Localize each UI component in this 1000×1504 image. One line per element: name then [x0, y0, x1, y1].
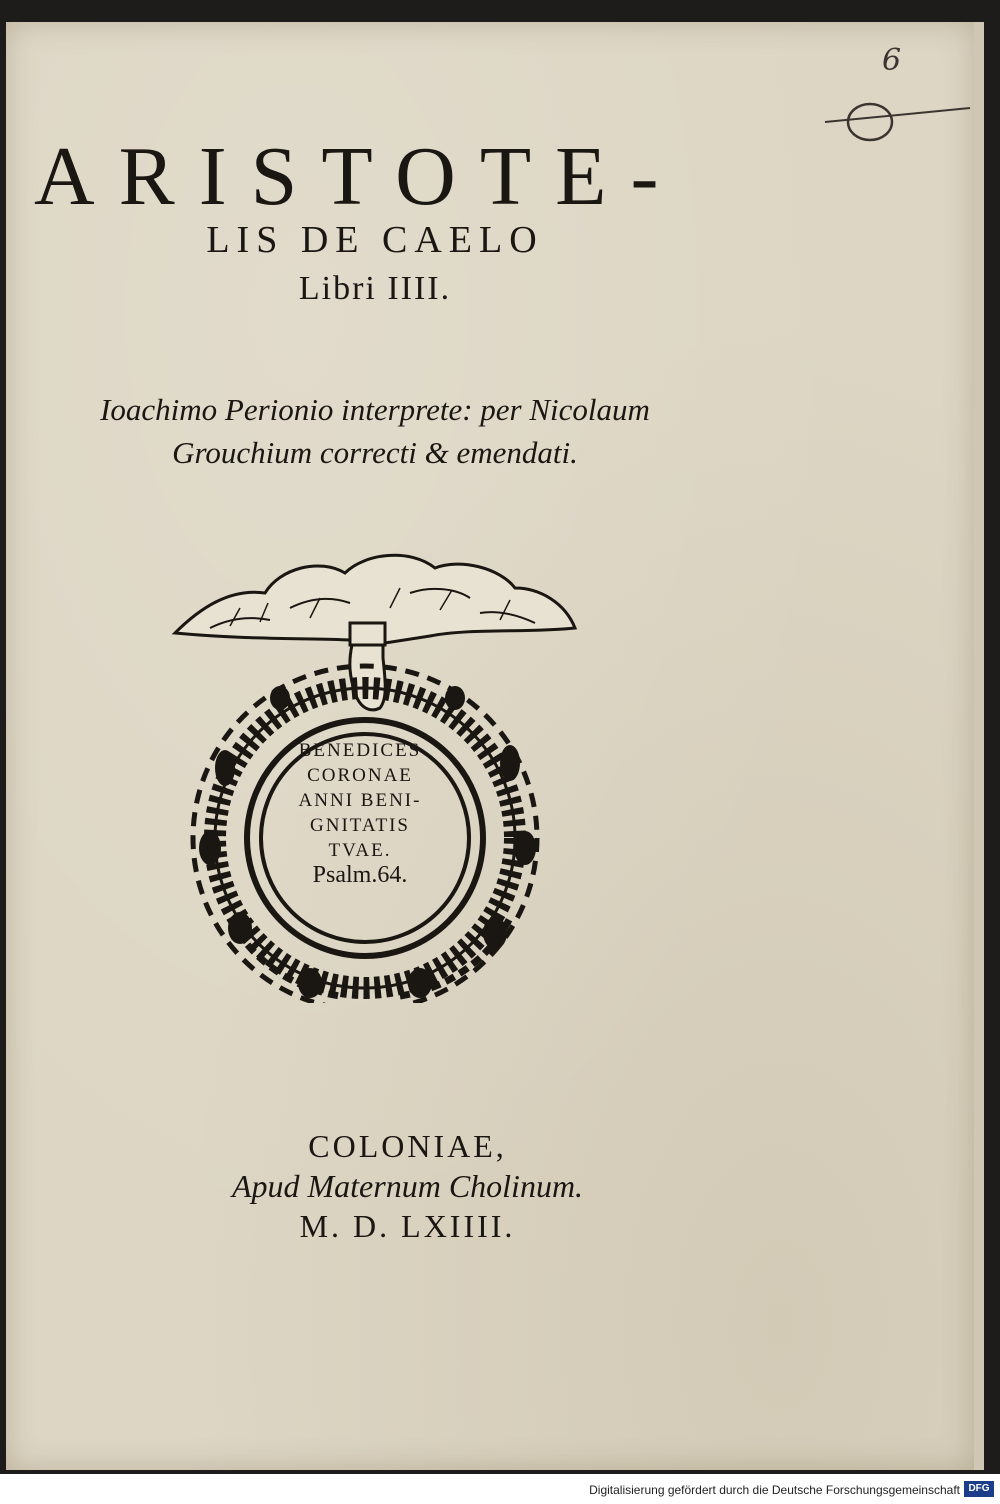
imprint-printer: Apud Maternum Cholinum. — [231, 1168, 584, 1204]
translator-line-2: Grouchium correcti & emendati. — [172, 435, 578, 470]
title-line-1: ARISTOTE- — [34, 130, 683, 223]
motto-line: CORONAE — [307, 765, 413, 786]
motto-line: BENEDICES — [298, 740, 422, 761]
manuscript-note — [820, 30, 980, 150]
dfg-logo-icon: DFG — [964, 1481, 994, 1497]
motto-line: TVAE. — [328, 840, 392, 861]
svg-text:6: 6 — [882, 43, 902, 78]
motto-line: ANNI BENI- — [298, 790, 422, 811]
funding-credit: Digitalisierung gefördert durch die Deutsche Forschungsgemeinschaft — [589, 1483, 960, 1497]
page-edge — [974, 22, 984, 1470]
imprint-year: M. D. LXIIII. — [299, 1208, 516, 1244]
title-line-3: Libri IIII. — [298, 270, 452, 307]
motto-line: GNITATIS — [310, 815, 410, 836]
psalm-reference: Psalm.64. — [312, 862, 408, 888]
title-line-2: LIS DE CAELO — [206, 219, 544, 261]
translator-line-1: Ioachimo Perionio interprete: per Nicolaum — [100, 392, 650, 427]
translator-note — [0, 388, 750, 474]
device-motto — [265, 738, 455, 888]
imprint-place: COLONIAE, — [308, 1128, 507, 1164]
